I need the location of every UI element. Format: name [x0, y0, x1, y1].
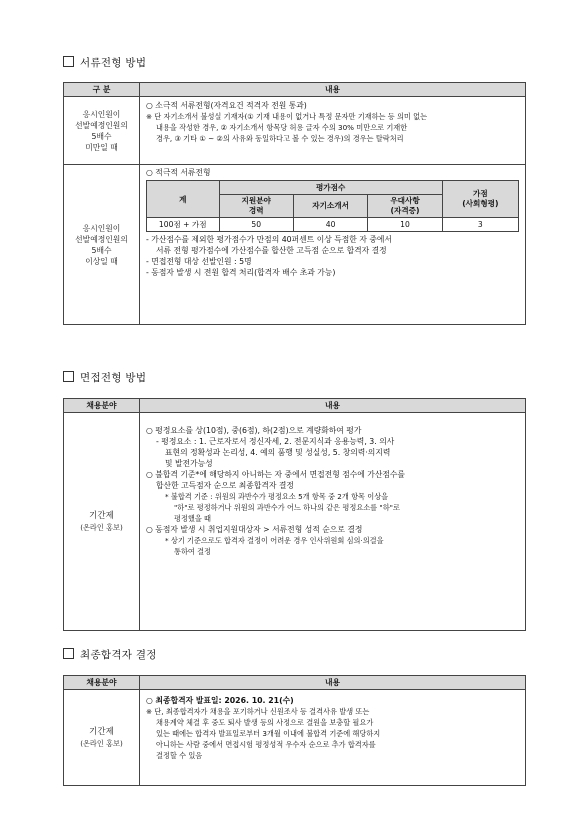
content-line: ○ 불합격 기준*에 해당하지 아니하는 자 중에서 면접전형 점수에 가산점수를 — [146, 470, 405, 479]
note-line: - 동점자 발생 시 전원 합격 처리(합격자 배수 초과 가능) — [146, 268, 336, 277]
header-field: 채용분야 — [64, 399, 140, 413]
table-row — [64, 690, 526, 786]
label-line: 5배수 — [91, 131, 112, 141]
content-line: - 평정요소 : 1. 근로자로서 정신자세, 2. 전문지식과 응용능력, 3. 의사 — [156, 437, 395, 446]
score-header-career: 지원분야 경력 — [219, 195, 293, 218]
label-line: 선발예정인원의 — [75, 120, 128, 130]
score-header-total: 계 — [147, 181, 220, 218]
content-line: ○ 평정요소를 상(10점), 중(6점), 하(2점)으로 계량화하여 평가 — [146, 426, 362, 435]
note-line: - 면접전형 대상 선발인원 : 5명 — [146, 257, 252, 266]
score-header-preference: 우대사항 (자격증) — [368, 195, 442, 218]
note-line: 서류 전형 평가점수에 가산점수를 합산한 고득점 순으로 합격자 결정 — [156, 246, 387, 255]
section-title-final-decision — [63, 647, 157, 662]
announcement-date: ○ 최종합격자 발표일: 2026. 10. 21(수) — [146, 696, 294, 705]
header-category: 구 분 — [64, 83, 140, 97]
field-label: 기간제 — [89, 510, 114, 521]
note-line: 채용계약 체결 후 중도 퇴사 발생 등의 사정으로 결원을 보충할 필요가 — [156, 718, 374, 727]
interview-table — [63, 398, 526, 631]
table-row — [64, 165, 526, 325]
content-line: 표현의 정확성과 논리성, 4. 예의 품행 및 성실성, 5. 창의력·의지력 — [165, 448, 391, 457]
header-content: 내용 — [140, 83, 526, 97]
table-header-row — [64, 399, 526, 413]
note-line: - 가산점수를 제외한 평가점수가 만점의 40퍼센트 이상 득점한 자 중에서 — [146, 235, 392, 244]
label-line: 이상일 때 — [85, 256, 118, 266]
section-title-text: 면접전형 방법 — [80, 372, 147, 384]
table-header-row — [64, 83, 526, 97]
row-label-over-5x — [64, 165, 140, 325]
score-header-bonus: 가점 (사회형평) — [442, 181, 518, 218]
note-line: ※ 단 자기소개서 불성실 기재자(① 기재 내용이 없거나 특정 문자만 기재하는 등 의미 없는 — [146, 112, 428, 121]
note-line: * 상기 기준으로도 합격자 결정이 어려운 경우 인사위원회 심의·의결을 — [165, 536, 384, 545]
row-content-passive-screening — [140, 97, 526, 165]
note-line: 경우, ③ 기타 ① ~ ②의 사유와 동일하다고 볼 수 있는 경우)의 경우는 탈락처리 — [156, 134, 404, 143]
table-row — [64, 97, 526, 165]
label-line: 5배수 — [91, 245, 112, 255]
note-line: "하"로 평정하거나 위원의 과반수가 어느 하나의 같은 평정요소를 "하"로 — [174, 503, 400, 512]
content-line: ○ 적극적 서류전형 — [146, 168, 211, 177]
header-field: 채용분야 — [64, 676, 140, 690]
content-line: ○ 소극적 서류전형(자격요건 적격자 전원 통과) — [146, 101, 307, 110]
note-line: 아니하는 사람 중에서 면접시험 평정성적 우수자 순으로 추가 합격자를 — [156, 740, 376, 749]
label-line: 응시인원이 — [82, 109, 121, 119]
note-line: ※ 단, 최종합격자가 채용을 포기하거나 신원조사 등 결격사유 발생 또는 — [146, 707, 370, 716]
note-line: 결정할 수 있음 — [156, 751, 203, 760]
row-label-fixed-term — [64, 413, 140, 631]
label-line: 선발예정인원의 — [75, 234, 128, 244]
document-screening-table — [63, 82, 526, 325]
score-header-evaluation: 평가점수 — [219, 181, 442, 195]
table-row — [64, 413, 526, 631]
label-line: 응시인원이 — [82, 223, 121, 233]
label-line: 미만일 때 — [85, 142, 118, 152]
score-value-preference: 10 — [368, 218, 442, 232]
score-value-career: 50 — [219, 218, 293, 232]
note-line: 평정했을 때 — [174, 514, 212, 523]
note-line: 있는 때에는 합격자 발표일로부터 3개월 이내에 불합격 기준에 해당하지 — [156, 729, 381, 738]
section-title-interview — [63, 370, 146, 385]
section-title-document-screening — [63, 55, 146, 70]
row-content-interview — [140, 413, 526, 631]
row-content-final-decision — [140, 690, 526, 786]
row-label-fixed-term — [64, 690, 140, 786]
section-title-text: 최종합격자 결정 — [80, 649, 157, 661]
note-line: 통하여 결정 — [174, 547, 212, 556]
note-line: 내용을 작성한 경우, ② 자기소개서 항목당 허용 글자 수의 30% 미만으로 기재한 — [156, 123, 408, 132]
header-content: 내용 — [140, 676, 526, 690]
header-content: 내용 — [140, 399, 526, 413]
score-value-bonus: 3 — [442, 218, 518, 232]
note-line: * 불합격 기준 : 위원의 과반수가 평정요소 5개 항목 중 2개 항목 이상을 — [165, 492, 389, 501]
table-header-row — [64, 676, 526, 690]
field-label: 기간제 — [89, 726, 114, 737]
checkbox-square-icon — [63, 56, 74, 67]
checkbox-square-icon — [63, 371, 74, 382]
content-line: ○ 동점자 발생 시 취업지원대상자 > 서류전형 성적 순으로 결정 — [146, 525, 363, 534]
score-header-cover-letter: 자기소개서 — [293, 195, 367, 218]
section-title-text: 서류전형 방법 — [80, 57, 147, 69]
row-label-under-5x — [64, 97, 140, 165]
content-line: 합산한 고득점자 순으로 최종합격자 결정 — [156, 481, 294, 490]
score-value-cover-letter: 40 — [293, 218, 367, 232]
field-sublabel: (온라인 홍보) — [80, 738, 123, 748]
row-content-active-screening — [140, 165, 526, 325]
score-table — [146, 180, 519, 232]
final-decision-table — [63, 675, 526, 786]
checkbox-square-icon — [63, 648, 74, 659]
field-sublabel: (온라인 홍보) — [80, 522, 123, 532]
content-line: 및 발전가능성 — [165, 459, 213, 468]
score-value-total: 100점 + 가점 — [147, 218, 220, 232]
